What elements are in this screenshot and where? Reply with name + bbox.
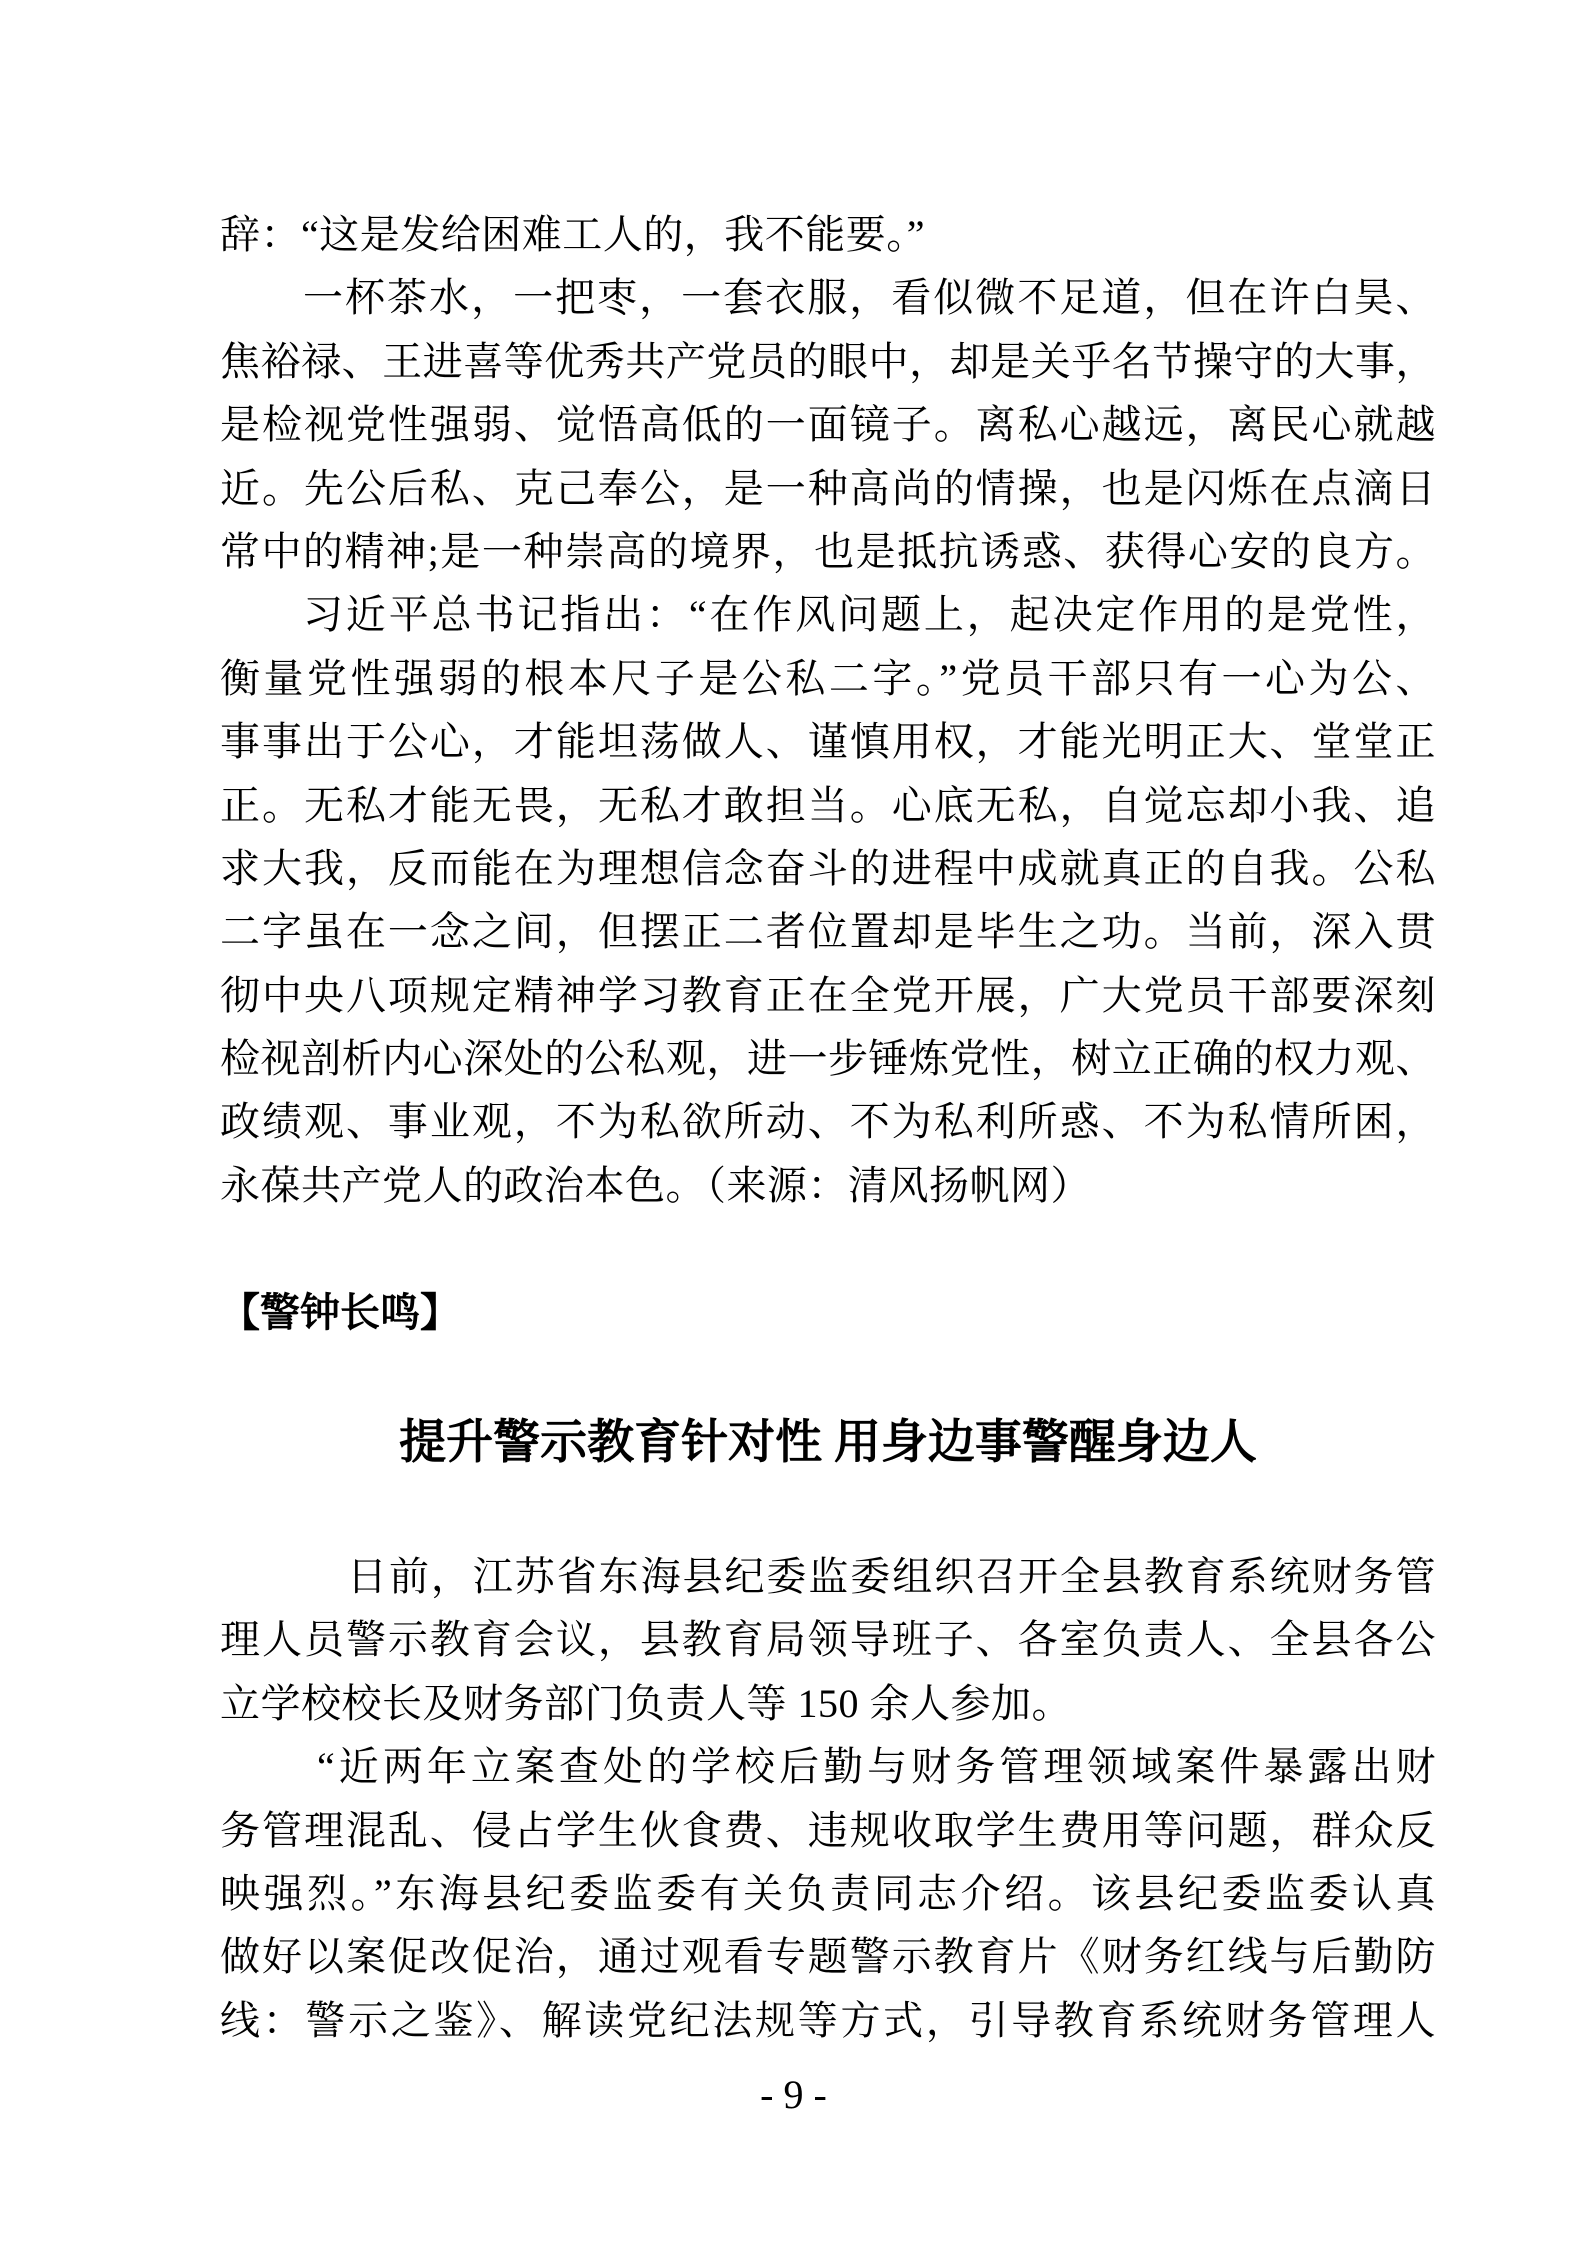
- text-line: 彻中央八项规定精神学习教育正在全党开展，广大党员干部要深刻: [220, 972, 1436, 1018]
- text-line: 近。先公后私、克己奉公，是一种高尚的情操，也是闪烁在点滴日: [220, 465, 1436, 511]
- text-line: 是检视党性强弱、觉悟高低的一面镜子。离私心越远，离民心就越: [220, 402, 1436, 448]
- text-line: 政绩观、事业观，不为私欲所动、不为私利所惑、不为私情所困，: [220, 1099, 1436, 1145]
- text-line: 事事出于公心，才能坦荡做人、谨慎用权，才能光明正大、堂堂正: [220, 719, 1436, 765]
- text-line: “近两年立案查处的学校后勤与财务管理领域案件暴露出财: [317, 1744, 1436, 1790]
- text-line: 衡量党性强弱的根本尺子是公私二字。”党员干部只有一心为公、: [220, 655, 1436, 701]
- text-line: 辞：“这是发给困难工人的，我不能要。”: [220, 212, 926, 257]
- body-text-block-bottom: [220, 1545, 1436, 2052]
- text-line: 常中的精神;是一种崇高的境界，也是抵抗诱惑、获得心安的良方。: [220, 528, 1436, 574]
- text-line: 日前，江苏省东海县纪委监委组织召开全县教育系统财务管: [347, 1554, 1436, 1599]
- text-line: 务管理混乱、侵占学生伙食费、违规收取学生费用等问题，群众反: [220, 1807, 1436, 1853]
- body-text-block-top: [220, 203, 1436, 1217]
- section-heading: 【警钟长鸣】: [220, 1290, 460, 1335]
- text-line: 求大我，反而能在为理想信念奋斗的进程中成就真正的自我。公私: [220, 845, 1436, 891]
- text-line: 理人员警示教育会议，县教育局领导班子、各室负责人、全县各公: [220, 1617, 1436, 1663]
- text-line: 正。无私才能无畏，无私才敢担当。心底无私，自觉忘却小我、追: [220, 782, 1436, 828]
- text-line: 二字虽在一念之间，但摆正二者位置却是毕生之功。当前，深入贯: [220, 909, 1436, 955]
- text-line: 立学校校长及财务部门负责人等 150 余人参加。: [220, 1680, 1072, 1726]
- text-line: 线：警示之鉴》、解读党纪法规等方式，引导教育系统财务管理人: [220, 1997, 1436, 2043]
- text-line: 检视剖析内心深处的公私观，进一步锤炼党性，树立正确的权力观、: [220, 1036, 1436, 1082]
- text-line: 映强烈。”东海县纪委监委有关负责同志介绍。该县纪委监委认真: [220, 1870, 1436, 1916]
- text-line: 一杯茶水，一把枣，一套衣服，看似微不足道，但在许白昊、: [303, 275, 1436, 321]
- article-title: 提升警示教育针对性 用身边事警醒身边人: [399, 1417, 1257, 1469]
- page-number: - 9 -: [760, 2072, 827, 2117]
- text-line: 永葆共产党人的政治本色。（来源：清风扬帆网）: [220, 1162, 1091, 1208]
- text-line: 习近平总书记指出：“在作风问题上，起决定作用的是党性，: [303, 592, 1436, 638]
- text-line: 做好以案促改促治，通过观看专题警示教育片《财务红线与后勤防: [220, 1934, 1436, 1980]
- text-line: 焦裕禄、王进喜等优秀共产党员的眼中，却是关乎名节操守的大事，: [220, 338, 1436, 384]
